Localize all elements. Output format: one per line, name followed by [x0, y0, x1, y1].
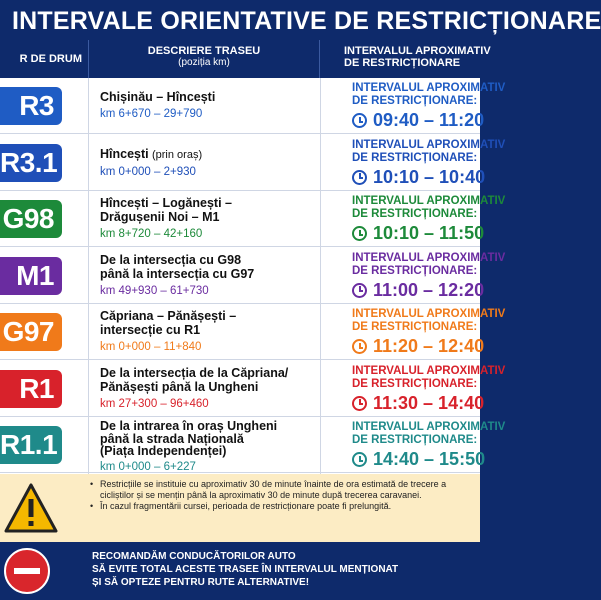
- interval-time: 11:30 – 14:40: [373, 392, 485, 413]
- route-description: [100, 253, 312, 298]
- warning-triangle-icon: [4, 481, 58, 535]
- route-km: km 8+720 – 42+160: [100, 228, 203, 240]
- route-name-line3: (Piața Independenței): [100, 444, 227, 458]
- route-name-line2: până la intersecția cu G97: [100, 266, 255, 281]
- interval-time-wrap: [352, 165, 486, 189]
- interval-time: 10:10 – 10:40: [373, 166, 486, 187]
- interval-label: DE RESTRICȚIONARE:: [352, 264, 478, 277]
- column-header-road: R DE DRUM: [0, 40, 88, 78]
- interval-label: INTERVALUL APROXIMATIV: [352, 138, 506, 151]
- interval-time-wrap: [352, 391, 485, 415]
- road-badge: R1: [0, 370, 62, 408]
- clock-icon: [352, 396, 367, 411]
- table-row: [0, 417, 506, 473]
- table-row: [0, 135, 506, 191]
- interval-time-wrap: [352, 221, 485, 245]
- road-badge: R1.1: [0, 426, 62, 464]
- route-description: [100, 420, 312, 473]
- table-row: [0, 361, 506, 417]
- route-name: De la intrarea în oraș Ungheni: [100, 419, 278, 433]
- interval-label: INTERVALUL APROXIMATIV: [352, 421, 506, 433]
- restriction-interval: [352, 82, 506, 132]
- interval-label: DE RESTRICȚIONARE:: [352, 208, 478, 220]
- restriction-interval: [352, 195, 506, 245]
- clock-icon: [352, 113, 367, 128]
- restriction-interval: [352, 251, 506, 302]
- route-description: [100, 90, 312, 121]
- interval-time-wrap: [352, 334, 485, 358]
- route-description: [100, 196, 312, 241]
- interval-label: INTERVALUL APROXIMATIV: [352, 308, 506, 320]
- footer-message: [92, 550, 472, 589]
- interval-time-wrap: [352, 108, 485, 132]
- clock-icon: [352, 452, 367, 467]
- footer-line: SĂ EVITE TOTAL ACESTE TRASEE ÎN INTERVALUL MENȚIONAT: [92, 564, 399, 575]
- column-header-route-label: DESCRIERE TRASEU: [147, 45, 261, 57]
- interval-label: DE RESTRICȚIONARE:: [352, 377, 478, 390]
- route-description: [100, 366, 312, 411]
- road-badge: G98: [0, 200, 62, 238]
- route-name: De la intersecția cu G98: [100, 252, 242, 267]
- clock-icon: [352, 339, 367, 354]
- road-badge: R3.1: [0, 144, 62, 182]
- interval-label: INTERVALUL APROXIMATIV: [352, 195, 506, 207]
- table-row: [0, 78, 506, 134]
- road-badge: G97: [0, 313, 62, 351]
- column-header-interval-line1: INTERVALUL APROXIMATIV: [344, 45, 491, 57]
- table-row: [0, 304, 506, 360]
- interval-label: INTERVALUL APROXIMATIV: [352, 251, 506, 264]
- interval-label: INTERVALUL APROXIMATIV: [352, 364, 506, 377]
- page-title: INTERVALE ORIENTATIVE DE RESTRICȚIONARE: [0, 0, 480, 40]
- interval-time: 10:10 – 11:50: [373, 223, 485, 243]
- restriction-interval: [352, 308, 506, 358]
- road-badge: M1: [0, 257, 62, 295]
- route-name-line2: până la strada Națională: [100, 431, 244, 446]
- route-name-line2: Drăgușenii Noi – M1: [100, 210, 220, 224]
- column-header-interval-line2: DE RESTRICȚIONARE: [344, 57, 461, 69]
- route-name: Căpriana – Pănășești –: [100, 309, 237, 323]
- route-description: [100, 147, 312, 179]
- table-row: [0, 248, 506, 304]
- no-entry-icon: [4, 548, 50, 594]
- route-name: Hîncești: [100, 146, 149, 161]
- route-km: km 27+300 – 96+460: [100, 397, 209, 410]
- interval-label: DE RESTRICȚIONARE:: [352, 321, 478, 333]
- interval-label: DE RESTRICȚIONARE:: [352, 95, 478, 107]
- route-name: De la intersecția de la Căpriana/: [100, 365, 289, 380]
- interval-label: DE RESTRICȚIONARE:: [352, 151, 478, 164]
- interval-time: 14:40 – 15:50: [373, 449, 486, 469]
- restriction-interval: [352, 364, 506, 415]
- note-item: • În cazul fragmentării cursei, perioada de restricționare poate fi prelungită.: [90, 501, 470, 512]
- table-row: [0, 191, 506, 247]
- route-km: km 0+000 – 11+840: [100, 341, 202, 353]
- restriction-table: [0, 78, 506, 474]
- column-header-route-sub: (poziția km): [178, 57, 230, 68]
- route-km: km 6+670 – 29+790: [100, 108, 203, 120]
- clock-icon: [352, 170, 367, 185]
- interval-label: INTERVALUL APROXIMATIV: [352, 82, 506, 94]
- interval-time-wrap: [352, 278, 485, 302]
- notes-panel: [0, 474, 480, 542]
- restriction-interval: [352, 421, 506, 471]
- column-header-interval: [320, 40, 491, 78]
- notes-list: [90, 479, 470, 512]
- interval-time-wrap: [352, 447, 486, 471]
- footer-line: RECOMANDĂM CONDUCĂTORILOR AUTO: [92, 551, 296, 562]
- route-km: km 0+000 – 2+930: [100, 165, 196, 178]
- clock-icon: [352, 226, 367, 241]
- route-name-extra: (prin oraș): [151, 148, 203, 161]
- route-km: km 0+000 – 6+227: [100, 460, 196, 473]
- interval-time: 09:40 – 11:20: [373, 110, 485, 130]
- route-name: Chișinău – Hîncești: [100, 90, 216, 104]
- interval-time: 11:00 – 12:20: [373, 279, 485, 300]
- note-item: • Restricțiile se instituie cu aproximativ 30 de minute înainte de ora estimată de trecere a cicliștilor și se mențin până la aproximativ 30 de minute după trecerea caravanei.: [90, 479, 470, 501]
- footer-line: ȘI SĂ OPTEZE PENTRU RUTE ALTERNATIVE!: [92, 577, 310, 588]
- road-badge: R3: [0, 87, 62, 125]
- clock-icon: [352, 283, 367, 298]
- route-name-line2: intersecție cu R1: [100, 323, 201, 337]
- route-name: Hîncești – Logănești –: [100, 196, 232, 210]
- footer-banner: [0, 542, 480, 600]
- column-header-route: [88, 40, 320, 78]
- interval-time: 11:20 – 12:40: [373, 336, 485, 356]
- route-km: km 49+930 – 61+730: [100, 284, 209, 297]
- route-description: [100, 309, 312, 354]
- interval-label: DE RESTRICȚIONARE:: [352, 434, 478, 446]
- restriction-interval: [352, 138, 506, 189]
- route-name-line2: Pănășești până la Ungheni: [100, 379, 259, 394]
